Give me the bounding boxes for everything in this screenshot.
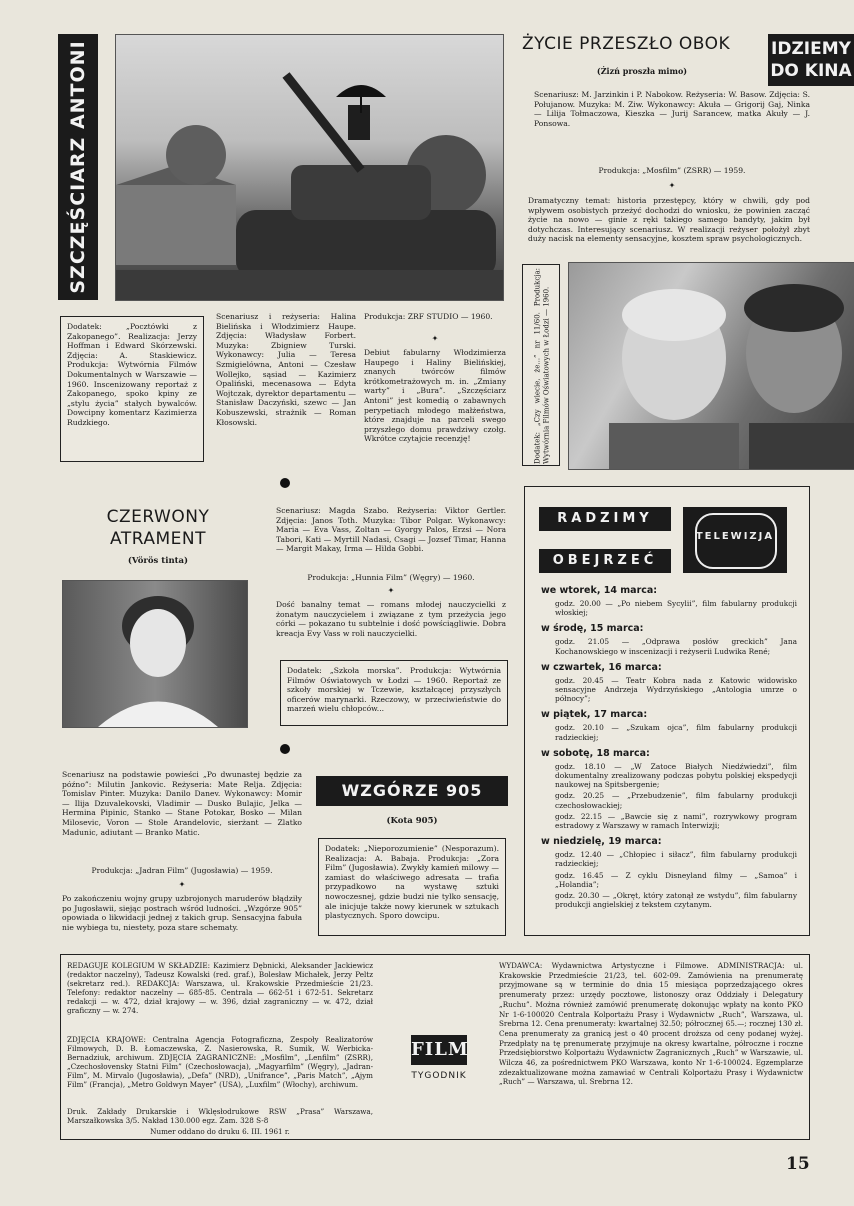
divider-diamond: ✦ [431,334,439,343]
wzgorze-dodatek-box: Dodatek: „Nieporozumienie” (Nesporazum). Realizacja: A. Babaja. Produkcja: „Zora Film” (Jugosławia). Zwykły kamień milowy — zamiast do właściwego adresata — trafia przypadkowo na wystawę sztuki nowoczesnej, gdzie budzi nie tylko sensację, ale inicjuje także nowy kierunek w sztukach plastycznych. Sporo dowcipu. [318,838,506,936]
czerwony-dodatek-box: Dodatek: „Szkoła morska”. Produkcja: Wytwórnia Filmów Oświatowych w Łodzi — 1960. Reportaż ze szkoły morskiej w Tczewie, kształcącej przyszłych oficerów marynarki. Rzeczowy, w przeciwieństwie do marzeń wielu chłopców... [280,660,508,726]
wzgorze-production: Produkcja: „Jadran Film” (Jugosławia) — 1959. [91,866,273,875]
footer-redakcja: REDAGUJE KOLEGIUM W SKŁADZIE: Kazimierz Dębnicki, Aleksander Jackiewicz (redaktor naczelny), Tadeusz Kowalski (red. graf.), Bolesław Michałek, Jerzy Peltz (sekretarz red.). REDAKCJA: Warszawa, ul. Krakowskie Przedmieście 21/23. Telefony: redaktor naczelny — 685-85. Centrala — 662-51 i 672-51. Sekretarz redakcji — w. 472, dział krajowy — w. 396, dział zagraniczny — w. 472, dział graficzny — w. 274. [67,961,373,1015]
schedule-item: godz. 12.40 — „Chłopiec i siłacz”, film fabularny produkcji radzieckiej; [555,850,797,869]
szczesciarz-vertical-title: SZCZĘŚCIARZ ANTONI [58,34,98,300]
divider-diamond: ✦ [668,181,676,190]
szczesciarz-review: Debiut fabularny Włodzimierza Haupego i Haliny Bielińskiej, znanych twórców filmów krótkometrażowych m. in. „Zmiany warty” i „Bura”. „Szczęściarz Antoni” jest komedią o zabawnych perypetiach młodego małżeństwa, które znajduje na parceli swego przyszłego domu prawdziwy czołg. Wkrótce czytajcie recenzję! [364,348,506,444]
czerwony-production: Produkcja: „Hunnia Film” (Węgry) — 1960. [307,573,475,582]
footer-zdjecia: ZDJĘCIA KRAJOWE: Centralna Agencja Fotograficzna, Zespoły Realizatorów Filmowych, D. B. Łomaczewska, Z. Nasierowska, R. Sumik, W. Werbicka-Bernadziuk, archiwum. ZDJĘCIA ZAGRANICZNE: „Mosfilm”, „Lenfilm” (ZSRR), „Czechosłovensky Statni Film” (Czechosłowacja), „Magyarfilm” (Węgry), „Jadran-Film”, M. Mirvalo (Jugosławia), „Defa” (NRD), „Unifrance”, „Paris Match”, „Ajym Film” (Francja), „Metro Goldwyn Mayer” (USA), „Luxfilm” (Włochy), archiwum. [67,1035,373,1089]
idziemy-do-kina-badge: IDZIEMY DO KINA [768,34,854,86]
schedule-item: godz. 20.00 — „Po niebem Sycylii”, film fabularny produkcji włoskiej; [555,599,797,618]
zycie-credits: Scenariusz: M. Jarzinkin i P. Nabokow. Reżyseria: W. Basow. Zdjęcia: S. Połujanow. Muzyka: M. Ziw. Wykonawcy: Akuła — Grigorij Gaj, Ninka — Lilija Tołmaczowa, Kieszka — Jurij Sarancew, matka Akuły — J. Ponsowa. [534,90,810,128]
footer-druk: Druk. Zakłady Drukarskie i Wklęsłodrukowe RSW „Prasa” Warszawa, Marszałkowska 3/5. Nakład 130.000 egz. Zam. 328 S-8 [67,1107,373,1125]
schedule-day: w środę, 15 marca: [541,623,644,635]
tank-illustration [116,35,503,300]
divider-diamond: ✦ [178,880,186,889]
czerwony-title: CZERWONY ATRAMENT [106,507,210,549]
schedule-day: w piątek, 17 marca: [541,709,648,721]
szczesciarz-dodatek-box: Dodatek: „Pocztówki z Zakopanego”. Realizacja: Jerzy Hoffman i Edward Skórzewski. Zdjęcia: A. Staskiewicz. Produkcja: Wytwórnia Filmów Dokumentalnych w Warszawie — 1960. Inscenizowany reportaż z Zakopanego, spoko kpiny ze „stylu życia” stałych bywalców. Dowcipny komentarz Kazimierza Rudzkiego. [60,316,204,462]
schedule-day: w sobotę, 18 marca: [541,747,650,759]
separator-dot [280,478,290,488]
schedule-item: godz. 22.15 — „Bawcie się z nami”, rozrywkowy program estradowy z Warszawy w ramach Interwizji; [555,811,797,831]
radzimy-panel [524,486,810,936]
footer-wydawca: WYDAWCA: Wydawnictwa Artystyczne i Filmowe. ADMINISTRACJA: ul. Krakowskie Przedmieście 21/23, tel. 602-09. Zamówienia na prenumeratę przyjmowane są w terminie do dnia 15 miesiąca poprzedzającego okres prenumeraty przez: urzędy pocztowe, listonoszy oraz Oddziały i Delegatury „Ruchu”. Można również zamówić prenumeratę dokonując wpłaty na konto PKO Nr 1-6-100020 Centrala Kolportażu Prasy i Wydawnictw „Ruch”, Warszawa, ul. Srebrna 12. Cena prenumeraty: kwartalnej 32.50; półrocznej 65.—; rocznej 130 zł. Cena prenumeraty za granicą jest o 40 procent droższa od ceny podanej wyżej. Przedpłaty na tę prenumeratę przyjmuje na okresy kwartalne, półroczne i roczne Przedsiębiorstwo Kolportażu Wydawnictw Zagranicznych „Ruch” w Warszawie, ul. Wilcza 46, za pośrednictwem PKO Warszawa, konto Nr 1-6-100024. Egzemplarze zdezaktualizowane można zamawiać w Centrali Kolportażu Prasy i Wydawnictw „Ruch” — Warszawa, ul. Srebrna 12. [499,961,803,1087]
schedule-day: we wtorek, 14 marca: [541,585,658,596]
tygodnik-label: TYGODNIK [411,1071,467,1081]
szczesciarz-production: Produkcja: ZRF STUDIO — 1960. [364,312,493,321]
zycie-side-note: Dodatek: „Czy wiecie, że...” nr 11/60. Produkcja: Wytwórnia Filmów Oświatowych w Łodzi — 1960. [522,264,560,466]
zycie-subtitle: (Żizń proszła mimo) [596,66,688,76]
footer-oddano: Numer oddano do druku 6. III. 1961 r. [150,1127,290,1136]
schedule-day: w niedzielę, 19 marca: [541,836,662,848]
wzgorze-subtitle: (Kota 905) [386,816,438,826]
schedule-item: godz. 18.10 — „W Zatoce Białych Niedźwiedzi”, film dokumentalny zrealizowany podczas pobytu polskiej ekspedycji naukowej na Spitsbergenie; [555,761,797,790]
wzgorze-credits: Scenariusz na podstawie powieści „Po dwunastej będzie za późno”: Milutin Jankovic. Reżyseria: Mate Relja. Zdjęcia: Tomislav Pinter. Muzyka: Danilo Danev. Wykonawcy: Momir — Ilija Dzuvalekovski, Vladimir — Dusko Bulajic, Jelka — Hermina Pipinic, Stanko — Stane Potokar, Bosko — Milan Milosevic, Voron — Stole Arandelovic, sierżant — Zlatko Madunic, adiutant — Branko Matic. [62,770,302,837]
schedule-item: godz. 21.05 — „Odprawa posłów greckich” Jana Kochanowskiego w inscenizacji i reżyserii Ludwika René; [555,637,797,656]
czerwony-subtitle: (Vörös tinta) [127,556,189,566]
film-logo: FILM [411,1035,467,1065]
schedule-day: w czwartek, 16 marca: [541,661,662,673]
obejrzec-label: OBEJRZEĆ [539,549,671,573]
zycie-production: Produkcja: „Mosfilm” (ZSRR) — 1959. [598,166,746,175]
footer-box [60,954,810,1140]
schedule-item: godz. 16.45 — Z cyklu Disneyland filmy — „Samoa” i „Holandia”; [555,870,797,889]
telewizja-logo: TELEWIZJA [683,507,787,573]
schedule-item: godz. 20.30 — „Okręt, który zatonął ze wstydu”, film fabularny produkcji angielskiej z tekstem czytanym. [555,891,797,910]
schedule-item: godz. 20.45 — Teatr Kobra nada z Katowic widowisko sensacyjne Andrzeja Wydrzyńskiego „Antologia umrze o północy”; [555,675,797,704]
two-men-photo [568,262,854,470]
zycie-review: Dramatyczny temat: historia przestępcy, który w chwili, gdy pod wpływem osobistych przeżyć dochodzi do wniosku, że powinien zacząć życie na nowo — ginie z ręki takiego samego bandyty, jakim był dotychczas. Interesujący scenariusz. W realizacji reżyser położył zbyt duży nacisk na elementy sensacyjne, kosztem spraw psychologicznych. [528,196,810,244]
two-men-illustration [569,263,854,469]
czerwony-review: Dość banalny temat — romans młodej nauczycielki z żonatym nauczycielem i związane z tym przeżycia jego córki — pokazano tu subtelnie i dość powściągliwie. Dobra kreacja Evy Vass w roli nauczycielki. [276,600,506,638]
zycie-title: ŻYCIE PRZESZŁO OBOK [522,34,731,54]
tank-photo [115,34,504,301]
woman-portrait-photo [62,580,248,728]
schedule-item: godz. 20.25 — „Przebudzenie”, film fabularny produkcji czechosłowackiej; [555,791,797,810]
wzgorze-title: WZGÓRZE 905 [316,776,508,806]
schedule-item: godz. 20.10 — „Szukam ojca”, film fabularny produkcji radzieckiej; [555,723,797,742]
divider-diamond: ✦ [387,586,395,595]
radzimy-label: RADZIMY [539,507,671,531]
wzgorze-review: Po zakończeniu wojny grupy uzbrojonych maruderów błądziły po Jugosławii, siejąc postrach wśród ludności. „Wzgórze 905” opowiada o likwidacji jednej z takich grup. Sensacyjna fabuła nie wybiega tu, niestety, poza stare schematy. [62,894,302,932]
page-number: 15 [786,1154,810,1174]
szczesciarz-credits: Scenariusz i reżyseria: Halina Bielińska i Włodzimierz Haupe. Zdjęcia: Władysław Forbert. Muzyka: Zbigniew Turski. Wykonawcy: Julia — Teresa Szmigielówna, Antoni — Czesław Wollejko, sąsiad — Kazimierz Opaliński, mecenasowa — Edyta Wojtczak, dyrektor departamentu — Stanisław Daczyński, szewc — Jan Kobuszewski, strażnik — Roman Kłosowski. [216,312,356,427]
woman-portrait-illustration [63,581,247,727]
czerwony-credits: Scenariusz: Magda Szabo. Reżyseria: Viktor Gertler. Zdjęcia: Janos Toth. Muzyka: Tibor Polgar. Wykonawcy: Maria — Eva Vass, Zoltan — Gyorgy Palos, Erzsi — Nora Tabori, Kati — Myrtill Nadasi, Csagi — Jozsef Timar, Hanna — Margit Makay, Irma — Hilda Gobbi. [276,506,506,554]
separator-dot [280,744,290,754]
tv-schedule [541,579,797,911]
